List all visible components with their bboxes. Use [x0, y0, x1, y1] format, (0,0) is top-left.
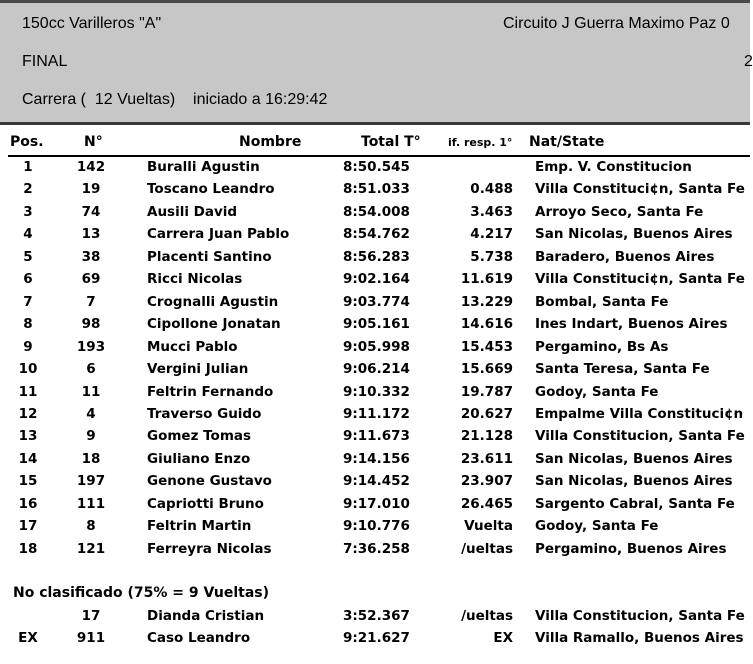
- nationality-state-cell: Godoy, Santa Fe: [535, 518, 659, 535]
- car-number-cell: 193: [76, 338, 106, 355]
- header-right-fragment: 2: [744, 53, 753, 70]
- car-number-cell: 7: [86, 293, 96, 310]
- total-time-cell: 8:51.033: [343, 181, 410, 198]
- driver-name-cell: Capriotti Bruno: [147, 495, 264, 512]
- total-time-cell: 8:54.008: [343, 203, 410, 220]
- table-row: [0, 159, 750, 181]
- car-number-cell: 111: [76, 495, 106, 512]
- table-row: [0, 384, 750, 406]
- nationality-state-cell: San Nicolas, Buenos Aires: [535, 473, 733, 490]
- nationality-state-cell: Ines Indart, Buenos Aires: [535, 316, 728, 333]
- gap-to-leader-cell: 0.488: [470, 181, 513, 198]
- driver-name-cell: Ausili David: [147, 203, 238, 220]
- table-row: [0, 496, 750, 518]
- table-row: [0, 451, 750, 473]
- driver-name-cell: Traverso Guido: [147, 405, 262, 422]
- nationality-state-cell: Sargento Cabral, Santa Fe: [535, 495, 735, 512]
- table-row: [0, 271, 750, 293]
- column-header-nat: Nat/State: [529, 134, 605, 150]
- gap-to-leader-cell: 23.611: [460, 450, 513, 467]
- table-row: [0, 181, 750, 203]
- nationality-state-cell: Villa Constituci¢n, Santa Fe: [535, 181, 745, 198]
- driver-name-cell: Cipollone Jonatan: [147, 316, 281, 333]
- gap-to-leader-cell: /ueltas: [461, 608, 513, 624]
- table-row: [0, 608, 750, 630]
- car-number-cell: 142: [76, 159, 106, 175]
- total-time-cell: 9:05.998: [343, 338, 410, 355]
- car-number-cell: 911: [76, 630, 106, 647]
- car-number-cell: 74: [81, 203, 101, 220]
- position-cell: 11: [18, 383, 38, 400]
- driver-name-cell: Dianda Cristian: [147, 608, 265, 624]
- driver-name-cell: Caso Leandro: [147, 630, 251, 647]
- total-time-cell: 9:05.161: [343, 316, 410, 333]
- car-number-cell: 9: [86, 428, 96, 445]
- nationality-state-cell: Santa Teresa, Santa Fe: [535, 361, 710, 378]
- total-time-cell: 9:21.627: [343, 630, 410, 647]
- total-time-cell: 8:50.545: [343, 159, 410, 175]
- position-cell: 1: [23, 159, 33, 175]
- gap-to-leader-cell: 20.627: [460, 405, 513, 422]
- position-cell: 17: [18, 518, 38, 535]
- column-divider: [8, 155, 750, 157]
- category-title: 150cc Varilleros "A": [22, 15, 162, 32]
- total-time-cell: 9:14.156: [343, 450, 410, 467]
- position-cell: 3: [23, 203, 33, 220]
- not-classified-title: No clasificado (75% = 9 Vueltas): [13, 585, 269, 601]
- driver-name-cell: Giuliano Enzo: [147, 450, 251, 467]
- total-time-cell: 9:02.164: [343, 271, 410, 288]
- nationality-state-cell: Pergamino, Bs As: [535, 338, 669, 355]
- position-cell: 6: [23, 271, 33, 288]
- results-header: [0, 0, 753, 122]
- table-row: [0, 518, 750, 540]
- nationality-state-cell: Arroyo Seco, Santa Fe: [535, 203, 704, 220]
- column-header-pos: Pos.: [10, 134, 44, 150]
- gap-to-leader-cell: EX: [493, 630, 513, 647]
- gap-to-leader-cell: 14.616: [460, 316, 513, 333]
- column-header-number: N°: [84, 134, 103, 150]
- column-header-diff: if. resp. 1°: [448, 136, 513, 149]
- car-number-cell: 4: [86, 405, 96, 422]
- car-number-cell: 6: [86, 361, 96, 378]
- driver-name-cell: Buralli Agustin: [147, 159, 260, 175]
- gap-to-leader-cell: 21.128: [460, 428, 513, 445]
- car-number-cell: 121: [76, 540, 106, 557]
- nationality-state-cell: Villa Constitucion, Santa Fe: [535, 608, 745, 624]
- table-row: [0, 473, 750, 495]
- gap-to-leader-cell: 3.463: [470, 203, 513, 220]
- gap-to-leader-cell: 13.229: [460, 293, 513, 310]
- driver-name-cell: Toscano Leandro: [147, 181, 275, 198]
- gap-to-leader-cell: 26.465: [460, 495, 513, 512]
- table-row: [0, 226, 750, 248]
- position-cell: EX: [18, 630, 38, 647]
- driver-name-cell: Crognalli Agustin: [147, 293, 279, 310]
- position-cell: 9: [23, 338, 33, 355]
- total-time-cell: 8:54.762: [343, 226, 410, 243]
- nationality-state-cell: Villa Constitucion, Santa Fe: [535, 428, 745, 445]
- total-time-cell: 3:52.367: [343, 608, 410, 624]
- driver-name-cell: Placenti Santino: [147, 248, 272, 265]
- gap-to-leader-cell: 15.669: [460, 361, 513, 378]
- table-row: [0, 204, 750, 226]
- total-time-cell: 9:17.010: [343, 495, 410, 512]
- position-cell: 18: [18, 540, 38, 557]
- gap-to-leader-cell: 23.907: [460, 473, 513, 490]
- total-time-cell: 9:10.776: [343, 518, 410, 535]
- position-cell: 5: [23, 248, 33, 265]
- gap-to-leader-cell: 19.787: [460, 383, 513, 400]
- driver-name-cell: Mucci Pablo: [147, 338, 238, 355]
- driver-name-cell: Feltrin Martin: [147, 518, 252, 535]
- nationality-state-cell: Villa Ramallo, Buenos Aires: [535, 630, 744, 647]
- car-number-cell: 11: [81, 383, 101, 400]
- position-cell: 15: [18, 473, 38, 490]
- car-number-cell: 17: [81, 608, 101, 624]
- table-row: [0, 339, 750, 361]
- table-row: [0, 406, 750, 428]
- nationality-state-cell: Emp. V. Constitucion: [535, 159, 692, 175]
- driver-name-cell: Ricci Nicolas: [147, 271, 243, 288]
- gap-to-leader-cell: Vuelta: [464, 518, 513, 535]
- car-number-cell: 8: [86, 518, 96, 535]
- position-cell: 4: [23, 226, 33, 243]
- table-row: [0, 294, 750, 316]
- position-cell: 13: [18, 428, 38, 445]
- table-row: [0, 630, 750, 652]
- nationality-state-cell: Villa Constituci¢n, Santa Fe: [535, 271, 745, 288]
- total-time-cell: 7:36.258: [343, 540, 410, 557]
- total-time-cell: 9:10.332: [343, 383, 410, 400]
- nationality-state-cell: Empalme Villa Constituci¢n: [535, 405, 744, 422]
- header-divider: [0, 122, 750, 125]
- car-number-cell: 98: [81, 316, 101, 333]
- total-time-cell: 9:11.673: [343, 428, 410, 445]
- car-number-cell: 13: [81, 226, 101, 243]
- position-cell: 2: [23, 181, 33, 198]
- nationality-state-cell: Godoy, Santa Fe: [535, 383, 659, 400]
- nationality-state-cell: San Nicolas, Buenos Aires: [535, 450, 733, 467]
- position-cell: 14: [18, 450, 38, 467]
- driver-name-cell: Ferreyra Nicolas: [147, 540, 272, 557]
- position-cell: 12: [18, 405, 38, 422]
- table-row: [0, 428, 750, 450]
- driver-name-cell: Feltrin Fernando: [147, 383, 274, 400]
- nationality-state-cell: San Nicolas, Buenos Aires: [535, 226, 733, 243]
- gap-to-leader-cell: 15.453: [460, 338, 513, 355]
- driver-name-cell: Carrera Juan Pablo: [147, 226, 290, 243]
- car-number-cell: 19: [81, 181, 101, 198]
- position-cell: 8: [23, 316, 33, 333]
- driver-name-cell: Gomez Tomas: [147, 428, 252, 445]
- position-cell: 16: [18, 495, 38, 512]
- session-name: FINAL: [22, 53, 68, 70]
- total-time-cell: 9:11.172: [343, 405, 410, 422]
- table-row: [0, 316, 750, 338]
- position-cell: 7: [23, 293, 33, 310]
- column-header-name: Nombre: [239, 134, 302, 150]
- gap-to-leader-cell: /ueltas: [461, 540, 513, 557]
- table-row: [0, 361, 750, 383]
- total-time-cell: 9:14.452: [343, 473, 410, 490]
- circuit-name: Circuito J Guerra Maximo Paz 0: [503, 15, 730, 32]
- total-time-cell: 8:56.283: [343, 248, 410, 265]
- gap-to-leader-cell: 5.738: [470, 248, 513, 265]
- car-number-cell: 18: [81, 450, 101, 467]
- race-info: Carrera ( 12 Vueltas) iniciado a 16:29:42: [22, 91, 328, 108]
- nationality-state-cell: Baradero, Buenos Aires: [535, 248, 715, 265]
- car-number-cell: 197: [76, 473, 106, 490]
- column-header-total: Total T°: [361, 134, 421, 150]
- table-row: [0, 249, 750, 271]
- nationality-state-cell: Pergamino, Buenos Aires: [535, 540, 727, 557]
- total-time-cell: 9:06.214: [343, 361, 410, 378]
- nationality-state-cell: Bombal, Santa Fe: [535, 293, 669, 310]
- driver-name-cell: Vergini Julian: [147, 361, 249, 378]
- gap-to-leader-cell: 11.619: [460, 271, 513, 288]
- position-cell: 10: [18, 361, 38, 378]
- total-time-cell: 9:03.774: [343, 293, 410, 310]
- driver-name-cell: Genone Gustavo: [147, 473, 272, 490]
- car-number-cell: 38: [81, 248, 101, 265]
- table-row: [0, 541, 750, 563]
- gap-to-leader-cell: 4.217: [470, 226, 513, 243]
- car-number-cell: 69: [81, 271, 101, 288]
